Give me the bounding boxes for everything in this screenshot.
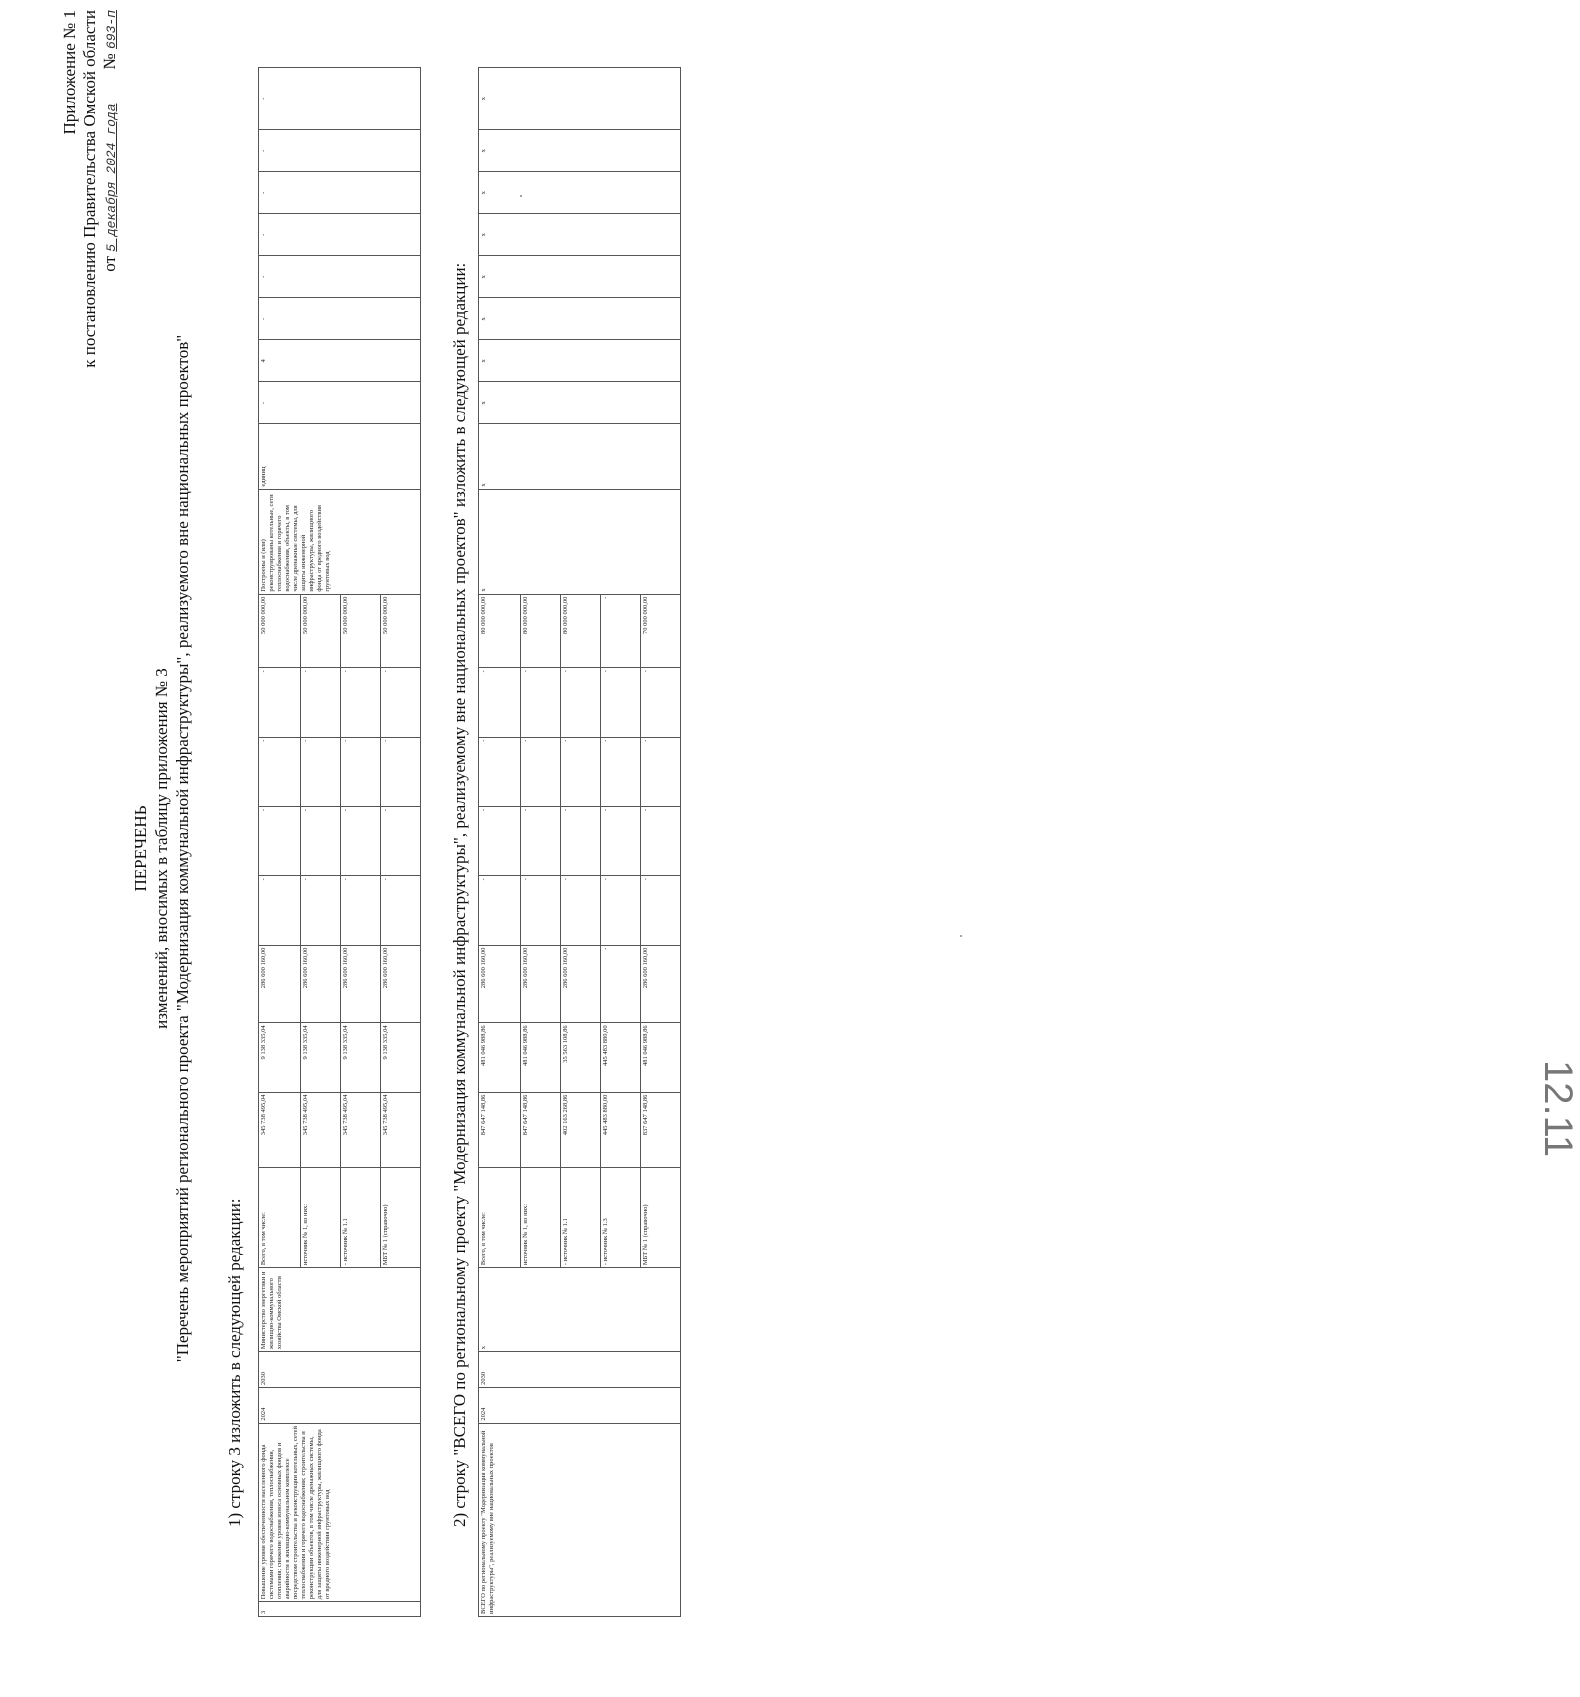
handwritten-mark: 12.11	[1536, 1060, 1580, 1158]
target-value: х	[479, 298, 681, 340]
document-title	[130, 0, 193, 1697]
funding-value: -	[561, 876, 601, 945]
executor: Министерство энергетики и жилищно-коммунального хозяйства Омской области	[259, 1268, 421, 1352]
funding-value: -	[601, 806, 641, 875]
instruction-1: 1) строку 3 изложить в следующей редакции:	[225, 1198, 244, 1527]
target-value: -	[259, 256, 421, 298]
funding-value: -	[561, 737, 601, 806]
total-table	[478, 67, 681, 1617]
funding-source: - источник № 1.1	[341, 1168, 381, 1268]
funding-value: -	[381, 737, 421, 806]
row-number: 3	[259, 1602, 421, 1617]
end-year: 2030	[259, 1352, 421, 1388]
funding-value: -	[479, 668, 521, 737]
funding-value: 50 000 000,00	[259, 594, 301, 668]
resolution-label: к постановлению Правительства Омской области	[80, 10, 99, 368]
resolution-date-line: от 5 декабря 2024 года № 693-п	[100, 10, 119, 272]
target-value: -	[259, 172, 421, 214]
funding-value: -	[601, 876, 641, 945]
funding-value: -	[341, 876, 381, 945]
funding-value: -	[601, 668, 641, 737]
funding-value: 35 563 108,86	[561, 1023, 601, 1092]
table-row	[259, 68, 301, 1617]
funding-value: -	[381, 806, 421, 875]
unit: х	[479, 424, 681, 489]
target-value: -	[259, 214, 421, 256]
funding-value: -	[561, 806, 601, 875]
funding-source: источник № 1, из них:	[301, 1168, 341, 1268]
funding-source: - источник № 1.1	[561, 1168, 601, 1268]
funding-value: 837 647 148,86	[641, 1092, 681, 1168]
result-description: Построены и (или) реконструированы котельные, сети теплоснабжения и горячего водоснабжения, объекты, в том числе дренажные системы, для защиты инженерной инфраструктуры, жилищного фонда от вредного воздействия грунтовых вод	[259, 489, 421, 594]
funding-source: МБТ № 1 (справочно)	[381, 1168, 421, 1268]
funding-value: -	[341, 737, 381, 806]
funding-value: -	[641, 806, 681, 875]
funding-value: 345 738 495,04	[301, 1092, 341, 1168]
instruction-2: 2) строку "ВСЕГО по региональному проекту "Модернизация коммунальной инфраструктуры", реализуемому вне национальных проектов" изложить в следующей редакции:	[450, 262, 469, 1527]
funding-value: -	[301, 668, 341, 737]
funding-value: 9 138 335,04	[341, 1023, 381, 1092]
funding-value: 847 647 148,86	[479, 1092, 521, 1168]
funding-value: -	[601, 945, 641, 1023]
funding-value: -	[641, 668, 681, 737]
funding-value: 402 163 268,86	[561, 1092, 601, 1168]
funding-value: -	[259, 737, 301, 806]
funding-value: 9 138 335,04	[259, 1023, 301, 1092]
funding-value: 80 000 000,00	[561, 594, 601, 668]
funding-value: -	[521, 668, 561, 737]
row3-table	[258, 67, 421, 1617]
start-year: 2024	[479, 1387, 681, 1423]
funding-value: -	[301, 737, 341, 806]
funding-value: -	[601, 594, 641, 668]
funding-value: -	[301, 806, 341, 875]
funding-value: 80 000 000,00	[521, 594, 561, 668]
funding-value: -	[259, 806, 301, 875]
funding-value: -	[521, 737, 561, 806]
activity-name: Повышение уровня обеспеченности населенного фонда системами горячего водоснабжения, теплоснабжения, отопления; снижение уровня износа основных фондов и аварийности в жилищно-коммунальном комплексе посредством строительства и реконструкции котельных, сетей теплоснабжения и горячего водоснабжения; строительства и реконструкции объектов, в том числе дренажных системы, для защиты инженерной инфраструктуры, жилищного фонда от вредного воздействия грунтовых вод	[259, 1423, 421, 1602]
funding-value: 9 138 335,04	[381, 1023, 421, 1092]
funding-source: источник № 1, из них:	[521, 1168, 561, 1268]
target-value: х	[479, 68, 681, 130]
target-value: х	[479, 214, 681, 256]
target-value: -	[259, 68, 421, 130]
funding-value: 445 483 880,00	[601, 1023, 641, 1092]
funding-value: -	[521, 876, 561, 945]
end-year: 2030	[479, 1352, 681, 1388]
funding-value: 50 000 000,00	[301, 594, 341, 668]
funding-value: -	[641, 876, 681, 945]
funding-value: 345 738 495,04	[259, 1092, 301, 1168]
funding-value: 286 600 160,00	[301, 945, 341, 1023]
funding-value: -	[381, 668, 421, 737]
target-value: -	[259, 130, 421, 172]
funding-value: -	[521, 806, 561, 875]
funding-value: -	[601, 737, 641, 806]
resolution-number: 693-п	[104, 10, 119, 50]
resolution-date: 5 декабря 2024 года	[104, 103, 119, 252]
funding-source: Всего, в том числе:	[479, 1168, 521, 1268]
target-value: х	[479, 172, 681, 214]
funding-value: -	[341, 806, 381, 875]
title-project: "Перечень мероприятий регионального проекта "Модернизация коммунальной инфраструктуры", реализуемого вне национальных проектов"	[173, 334, 192, 1363]
appendix-label: Приложение № 1	[60, 10, 79, 135]
funding-value: 9 138 335,04	[301, 1023, 341, 1092]
activity-name: ВСЕГО по региональному проекту "Модернизация коммунальной инфраструктуры", реализуемому вне национальных проектов	[479, 1423, 681, 1616]
funding-value: 286 600 160,00	[381, 945, 421, 1023]
unit: единиц	[259, 424, 421, 489]
funding-value: 70 000 000,00	[641, 594, 681, 668]
funding-value: 445 483 880,00	[601, 1092, 641, 1168]
approval-block	[60, 10, 122, 530]
start-year: 2024	[259, 1387, 421, 1423]
table-row	[479, 68, 521, 1617]
funding-value: 286 600 160,00	[521, 945, 561, 1023]
funding-value: 286 600 160,00	[561, 945, 601, 1023]
funding-value: 286 600 160,00	[341, 945, 381, 1023]
funding-value: 481 046 988,86	[641, 1023, 681, 1092]
target-value: -	[259, 382, 421, 424]
target-value: 4	[259, 340, 421, 382]
funding-value: 50 000 000,00	[341, 594, 381, 668]
funding-value: 286 600 160,00	[479, 945, 521, 1023]
funding-value: 345 738 495,04	[341, 1092, 381, 1168]
target-value: х	[479, 256, 681, 298]
funding-value: -	[301, 876, 341, 945]
funding-value: -	[641, 737, 681, 806]
funding-value: -	[479, 806, 521, 875]
scan-speck	[960, 935, 962, 937]
scan-speck	[520, 195, 522, 197]
funding-value: 80 000 000,00	[479, 594, 521, 668]
funding-value: -	[479, 737, 521, 806]
funding-value: 50 000 000,00	[381, 594, 421, 668]
title-subtitle: изменений, вносимых в таблицу приложения № 3	[152, 668, 171, 1029]
target-value: х	[479, 130, 681, 172]
funding-value: 481 046 988,86	[479, 1023, 521, 1092]
funding-source: МБТ № 1 (справочно)	[641, 1168, 681, 1268]
funding-value: -	[381, 876, 421, 945]
funding-value: 286 600 160,00	[259, 945, 301, 1023]
funding-value: -	[341, 668, 381, 737]
funding-value: 286 600 160,00	[641, 945, 681, 1023]
funding-value: 847 647 148,86	[521, 1092, 561, 1168]
target-value: -	[259, 298, 421, 340]
funding-source: - источник № 1.3	[601, 1168, 641, 1268]
target-value: х	[479, 340, 681, 382]
executor: х	[479, 1268, 681, 1352]
target-value: х	[479, 382, 681, 424]
funding-value: -	[259, 668, 301, 737]
funding-value: 481 046 988,86	[521, 1023, 561, 1092]
funding-value: -	[259, 876, 301, 945]
title-heading: ПЕРЕЧЕНЬ	[131, 805, 150, 892]
funding-value: -	[479, 876, 521, 945]
funding-source: Всего, в том числе:	[259, 1168, 301, 1268]
funding-value: 345 738 495,04	[381, 1092, 421, 1168]
result-description: х	[479, 489, 681, 594]
funding-value: -	[561, 668, 601, 737]
